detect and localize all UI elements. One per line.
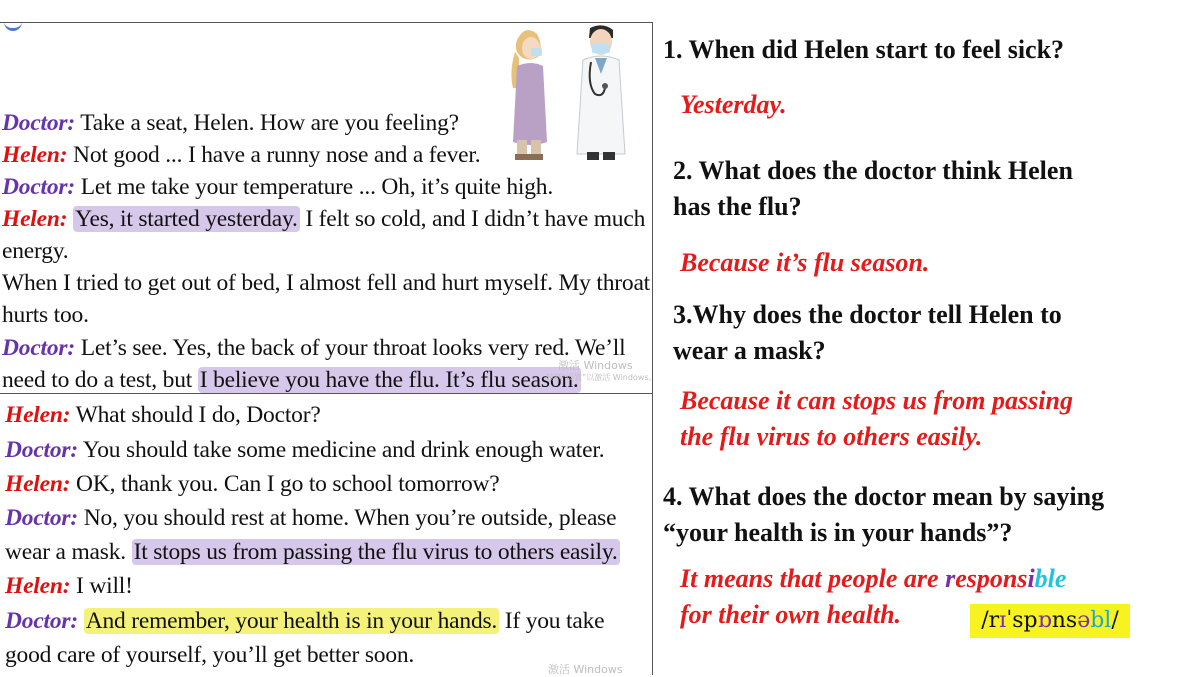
dialogue-line-9: need to do a test, but I believe you have the flu. It’s flu season.	[2, 367, 579, 393]
question-3-line-2: wear a mask?	[673, 336, 826, 365]
speaker-helen: Helen:	[5, 402, 71, 428]
dialogue-line-10: Helen: What should I do, Doctor?	[5, 402, 321, 428]
watermark: 激活 Windows	[548, 663, 623, 676]
answer-3-line-2: the flu virus to others easily.	[680, 422, 983, 451]
dialogue-text: Let’s see. Yes, the back of your throat looks very red. We’ll	[75, 335, 626, 361]
highlight-flu-season: I believe you have the flu. It’s flu season.	[199, 367, 579, 393]
speaker-doctor: Doctor:	[5, 505, 79, 531]
answer-4-line-1: It means that people are responsible	[680, 564, 1067, 593]
helen-and-doctor-illustration	[495, 22, 645, 160]
speaker-doctor: Doctor:	[2, 335, 76, 361]
speaker-doctor: Doctor:	[2, 174, 76, 200]
highlight-health-hands: And remember, your health is in your hands.	[85, 608, 498, 634]
question-4-line-2: “your health is in your hands”?	[663, 518, 1013, 547]
dialogue-text: Let me take your temperature ... Oh, it’s quite high.	[75, 174, 554, 200]
speaker-helen: Helen:	[5, 573, 71, 599]
dialogue-text: Not good ... I have a runny nose and a fever.	[67, 142, 481, 168]
answer-4-line-2: for their own health.	[680, 600, 902, 629]
speaker-doctor: Doctor:	[5, 608, 79, 634]
answer-2: Because it’s flu season.	[680, 248, 930, 277]
dialogue-line-6: When I tried to get out of bed, I almost fell and hurt myself. My throat	[2, 270, 651, 296]
dialogue-line-7: hurts too.	[2, 302, 89, 328]
highlight-mask-reason: It stops us from passing the flu virus to others easily.	[133, 539, 618, 565]
watermark: 激活 Windows	[558, 359, 633, 372]
highlight-yesterday: Yes, it started yesterday.	[75, 206, 298, 232]
question-1: 1. When did Helen start to feel sick?	[663, 35, 1065, 64]
dialogue-line-5: energy.	[2, 238, 69, 264]
phonetic-transcription: /rɪˈspɒnsəbl/	[970, 604, 1130, 638]
dialogue-line-16: Doctor: And remember, your health is in your hands. If you take	[5, 608, 605, 634]
speaker-doctor: Doctor:	[2, 110, 76, 136]
dialogue-line-8	[2, 333, 625, 363]
speaker-helen: Helen:	[5, 471, 71, 497]
doctor-figure-icon	[577, 25, 625, 160]
answer-3-line-1: Because it can stops us from passing	[680, 386, 1073, 415]
dialogue-text: Take a seat, Helen. How are you feeling?	[75, 110, 459, 136]
dialogue-line-2	[2, 140, 480, 170]
speaker-helen: Helen:	[2, 206, 68, 232]
dialogue-line-14: wear a mask. It stops us from passing the flu virus to others easily.	[5, 539, 618, 565]
dialogue-text: I felt so cold, and I didn’t have much	[299, 206, 646, 232]
dialogue-line-13: Doctor: No, you should rest at home. When you’re outside, please	[5, 505, 617, 531]
question-2-line-1: 2. What does the doctor think Helen	[673, 156, 1073, 185]
helen-figure-icon	[511, 30, 547, 160]
dialogue-line-11: Doctor: You should take some medicine and drink enough water.	[5, 437, 605, 463]
dialogue-line-3	[2, 172, 553, 202]
dialogue-line-12: Helen: OK, thank you. Can I go to school tomorrow?	[5, 471, 500, 497]
question-2-line-2: has the flu?	[673, 192, 802, 221]
dialogue-line-17: good care of yourself, you’ll get better soon.	[5, 642, 415, 668]
speaker-helen: Helen:	[2, 142, 68, 168]
question-3-line-1: 3.Why does the doctor tell Helen to	[673, 300, 1062, 329]
dialogue-line-15: Helen: I will!	[5, 573, 133, 599]
dialogue-line-1	[2, 108, 459, 138]
speaker-doctor: Doctor:	[5, 437, 79, 463]
dialogue-line-4	[2, 204, 645, 234]
answer-1: Yesterday.	[680, 90, 787, 119]
question-4-line-1: 4. What does the doctor mean by saying	[663, 482, 1105, 511]
watermark: 转到“设置”以激活 Windows。	[546, 373, 657, 382]
